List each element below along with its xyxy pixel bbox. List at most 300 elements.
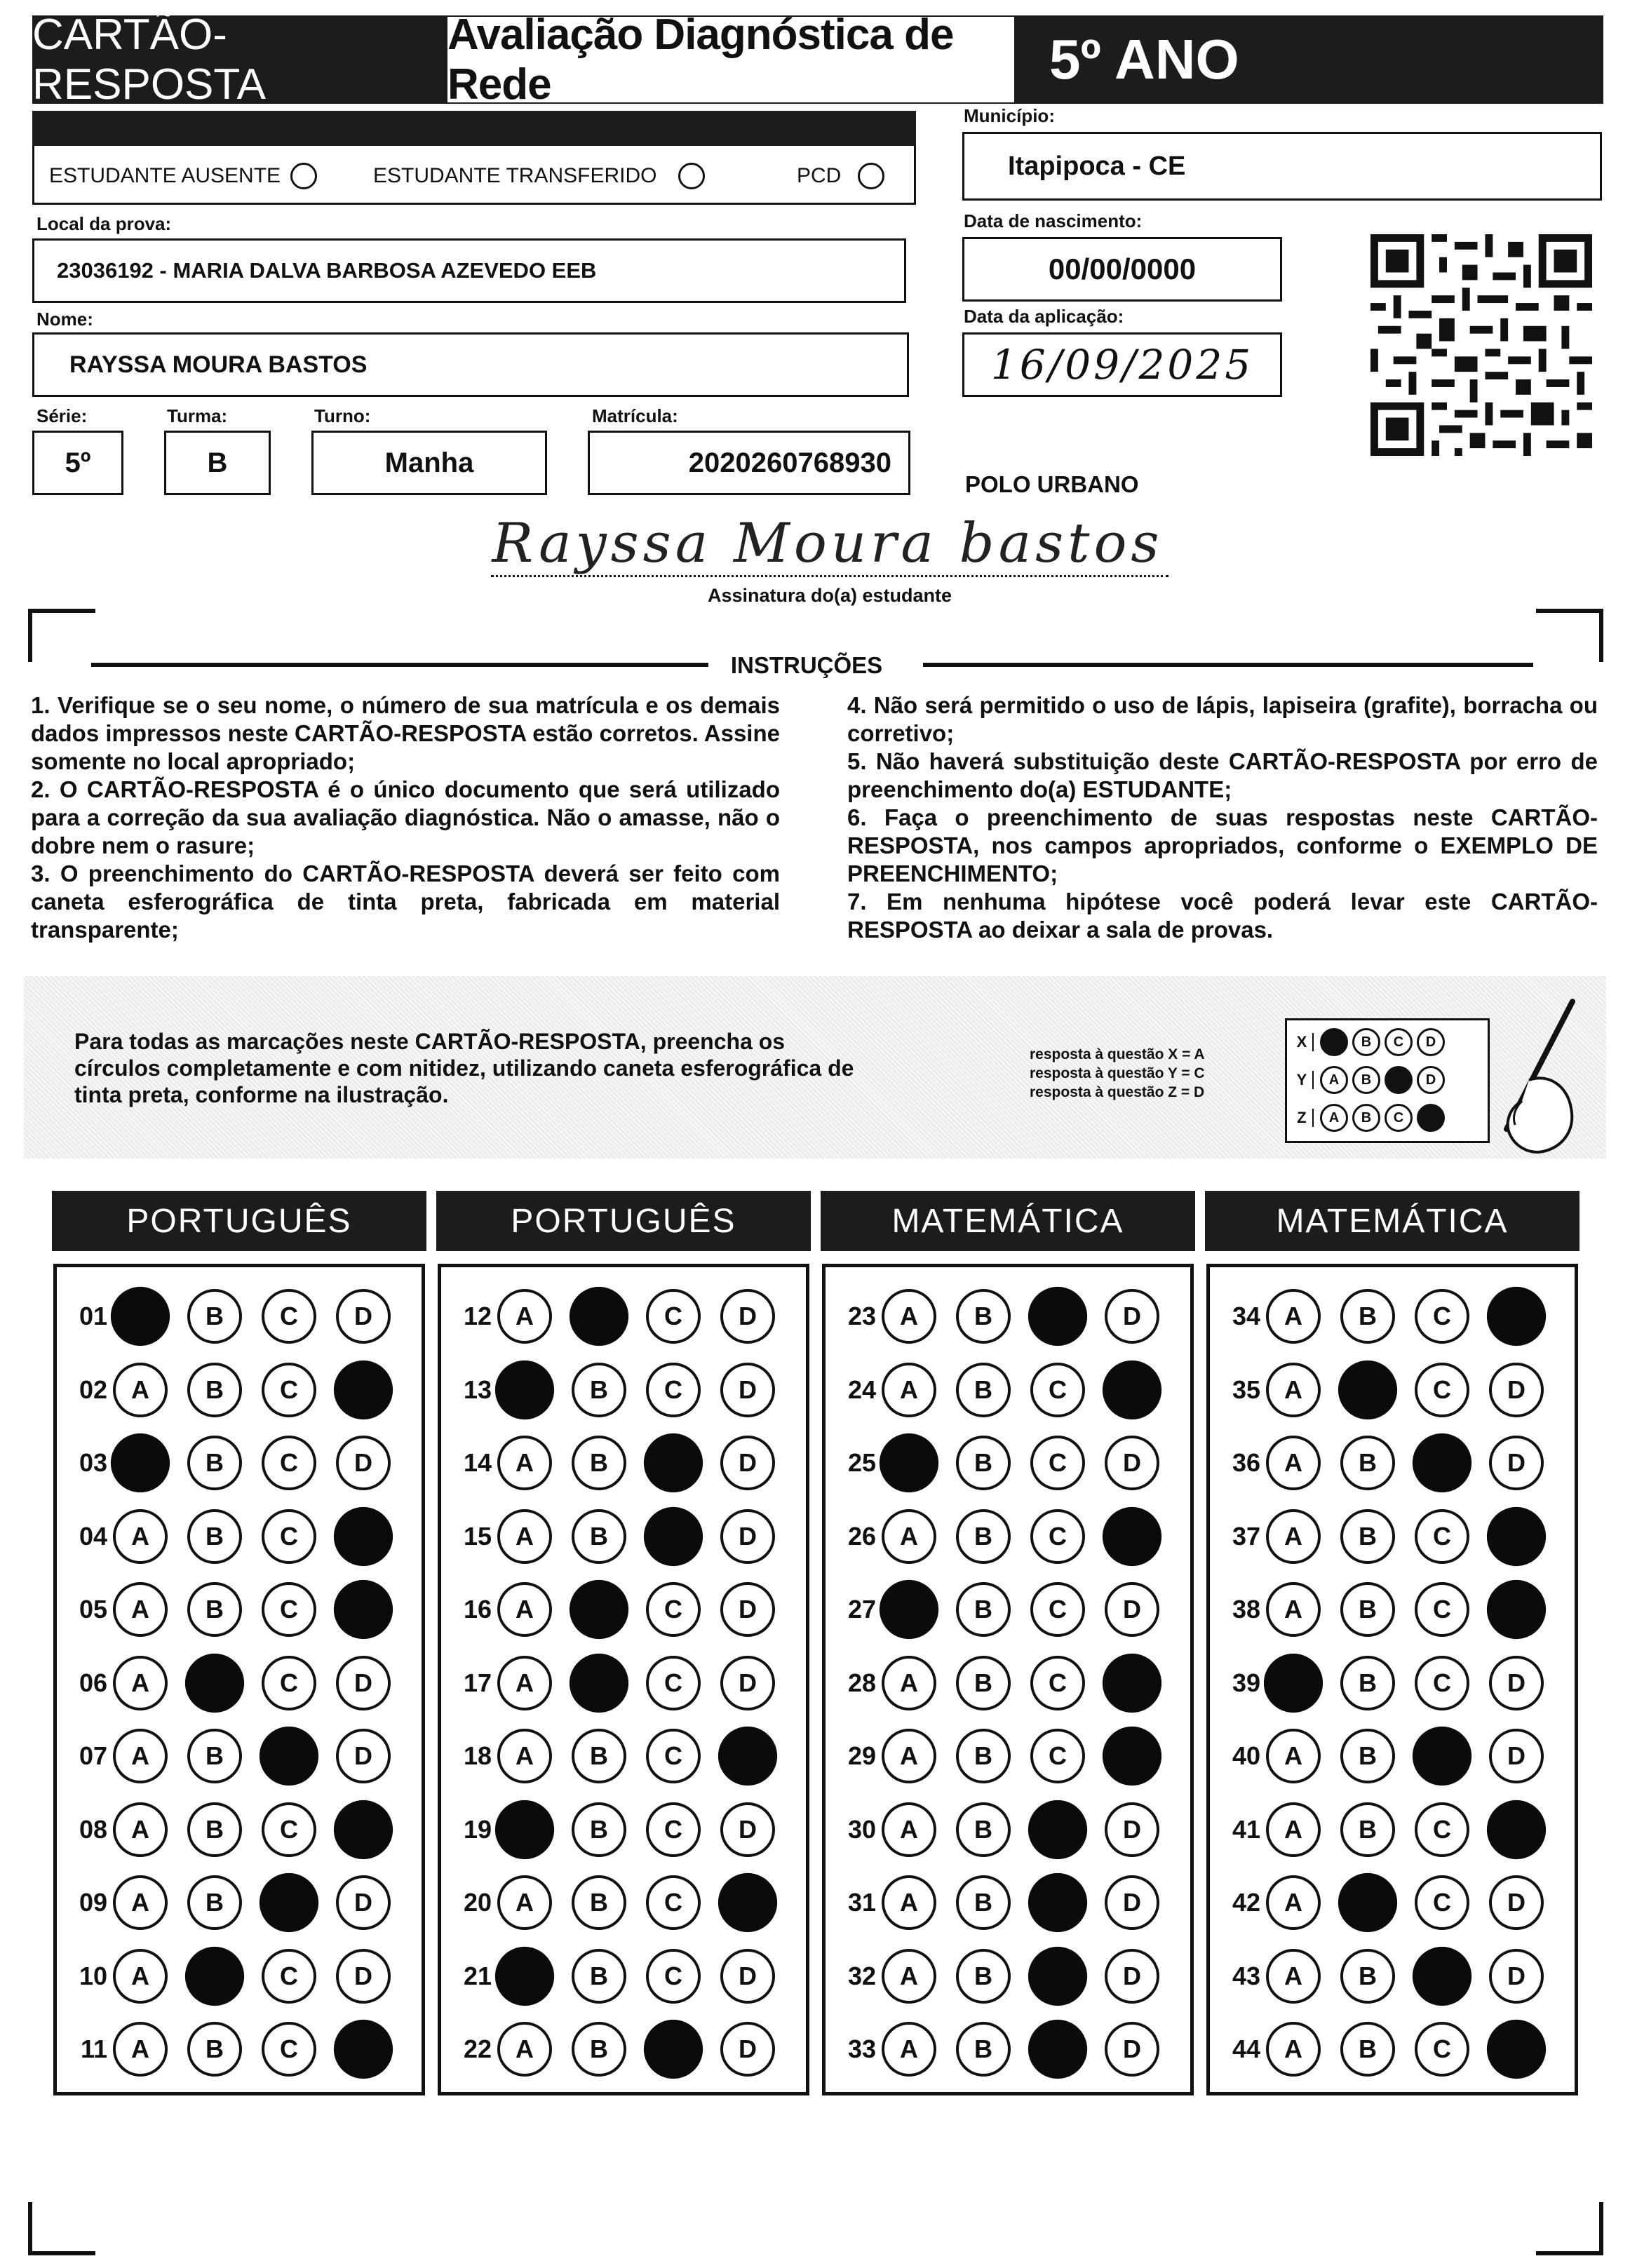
exam-title: Avaliação Diagnóstica de Rede [447, 17, 1014, 102]
question-number: 23 [847, 1302, 876, 1330]
answer-bubble-c[interactable]: C [1413, 1433, 1471, 1492]
serie-field [32, 431, 123, 495]
absent-circle[interactable] [290, 163, 317, 189]
answer-bubble-c[interactable]: C [1415, 1656, 1469, 1710]
answer-bubble-b[interactable]: B [1340, 1656, 1395, 1710]
question-row [834, 1288, 1179, 1344]
answer-bubble-b[interactable]: B [572, 1949, 626, 2004]
answer-bubble-d[interactable]: D [720, 1582, 775, 1637]
answer-bubble-c[interactable]: C [644, 1506, 703, 1565]
question-number: 38 [1232, 1595, 1260, 1624]
question-row [65, 1948, 410, 2004]
question-row [65, 1508, 410, 1565]
question-number: 39 [1232, 1668, 1260, 1697]
answer-bubble-d[interactable]: D [334, 1506, 393, 1565]
nascimento-field [962, 237, 1282, 302]
answer-bubble-d[interactable]: D [1105, 1289, 1159, 1344]
answer-bubble-c[interactable]: C [644, 2020, 703, 2079]
question-row [65, 1581, 410, 1638]
example-row-label: Z [1291, 1109, 1314, 1127]
example-row-label: X [1291, 1033, 1314, 1051]
status-transferred[interactable] [373, 163, 705, 189]
status-pcd[interactable] [797, 163, 884, 189]
answer-bubble-a[interactable]: A [113, 1802, 168, 1857]
answer-bubble-a[interactable]: A [113, 1363, 168, 1417]
pcd-circle[interactable] [858, 163, 884, 189]
answer-bubble-d[interactable]: D [336, 1875, 391, 1930]
answer-bubble-a[interactable]: A [497, 1656, 552, 1710]
instructions-left [31, 691, 780, 944]
example-bubble-d: D [1417, 1104, 1445, 1132]
example-bubble-b: B [1352, 1028, 1380, 1056]
question-row [450, 1435, 795, 1491]
answer-bubble-d[interactable]: D [1489, 1729, 1544, 1783]
answer-bubble-b[interactable]: B [956, 1802, 1011, 1857]
answer-bubble-c[interactable]: C [262, 1509, 316, 1564]
answer-bubble-b[interactable]: B [570, 1580, 628, 1639]
question-row [450, 1508, 795, 1565]
question-row [834, 2021, 1179, 2077]
answer-bubble-b[interactable]: B [185, 1653, 244, 1712]
signature-line [491, 575, 1168, 577]
answer-bubble-b[interactable]: B [572, 1875, 626, 1930]
matricula-label: Matrícula: [592, 405, 678, 426]
answer-bubble-d[interactable]: D [720, 1509, 775, 1564]
pen-hand-icon [1473, 996, 1578, 1157]
answer-bubble-c[interactable]: C [646, 1582, 701, 1637]
answer-bubble-d[interactable]: D [720, 1289, 775, 1344]
answer-bubble-a[interactable]: A [113, 1729, 168, 1783]
answer-bubble-a[interactable]: A [1266, 1289, 1321, 1344]
answer-bubble-d[interactable]: D [720, 1949, 775, 2004]
answer-bubble-b[interactable]: B [572, 1436, 626, 1490]
answer-bubble-b[interactable]: B [187, 1582, 242, 1637]
answer-bubble-a[interactable]: A [1266, 1582, 1321, 1637]
question-number: 43 [1232, 1961, 1260, 1990]
answer-bubble-c[interactable]: C [262, 1363, 316, 1417]
question-number: 16 [463, 1595, 492, 1624]
question-row [65, 1655, 410, 1711]
answer-bubble-a[interactable]: A [497, 1582, 552, 1637]
answer-bubble-b[interactable]: B [956, 2022, 1011, 2077]
question-number: 06 [79, 1668, 107, 1697]
answer-bubble-c[interactable]: C [1030, 1363, 1085, 1417]
answer-bubble-a[interactable]: A [882, 1949, 936, 2004]
answer-bubble-c[interactable]: C [260, 1873, 318, 1932]
local-value: 23036192 - MARIA DALVA BARBOSA AZEVEDO EEB [57, 258, 597, 283]
answer-bubble-a[interactable]: A [113, 1582, 168, 1637]
answer-bubble-b[interactable]: B [570, 1653, 628, 1712]
answer-bubble-c[interactable]: C [1030, 1509, 1085, 1564]
answer-bubble-a[interactable]: A [882, 1875, 936, 1930]
question-row [1218, 1581, 1563, 1638]
local-label: Local da prova: [36, 213, 172, 234]
answer-bubble-c[interactable]: C [1415, 1289, 1469, 1344]
answer-bubble-b[interactable]: B [187, 1729, 242, 1783]
answer-bubble-c[interactable]: C [262, 1582, 316, 1637]
corner-mark-bottom-right [1536, 2202, 1603, 2255]
answer-bubble-c[interactable]: C [262, 1436, 316, 1490]
instruction-2: 2. O CARTÃO-RESPOSTA é o único documento que será utilizado para a correção da sua avaliação diagnóstica. Não o amasse, não o dobre nem o rasure; [31, 776, 780, 858]
answer-bubble-a[interactable]: A [1264, 1653, 1323, 1712]
answer-bubble-d[interactable]: D [1105, 1875, 1159, 1930]
answer-bubble-b[interactable]: B [572, 1729, 626, 1783]
answer-bubble-d[interactable]: D [718, 1873, 777, 1932]
answer-bubble-a[interactable]: A [1266, 1949, 1321, 2004]
question-number: 21 [463, 1961, 492, 1990]
question-row [450, 1728, 795, 1784]
section-title: PORTUGUÊS [52, 1191, 426, 1251]
answer-bubble-c[interactable]: C [1030, 1582, 1085, 1637]
status-absent[interactable] [49, 163, 317, 189]
instruction-7: 7. Em nenhuma hipótese você poderá levar este CARTÃO-RESPOSTA ao deixar a sala de provas. [847, 889, 1598, 943]
answer-bubble-b[interactable]: B [1340, 1509, 1395, 1564]
answer-bubble-b[interactable]: B [570, 1287, 628, 1346]
status-bar-top [32, 111, 916, 147]
question-number: 36 [1232, 1448, 1260, 1477]
question-row [450, 2021, 795, 2077]
matricula-field [588, 431, 910, 495]
question-number: 05 [79, 1595, 107, 1624]
answer-bubble-c[interactable]: C [260, 1727, 318, 1786]
example-grid [1285, 1018, 1490, 1143]
question-number: 41 [1232, 1814, 1260, 1844]
transferred-circle[interactable] [678, 163, 705, 189]
answer-bubble-d[interactable]: D [1105, 2022, 1159, 2077]
answer-bubble-b[interactable]: B [1338, 1360, 1397, 1419]
question-number: 34 [1232, 1302, 1260, 1330]
answer-bubble-b[interactable]: B [956, 1289, 1011, 1344]
nome-value: RAYSSA MOURA BASTOS [69, 351, 368, 378]
answer-bubble-c[interactable]: C [262, 1802, 316, 1857]
section-title: MATEMÁTICA [1205, 1191, 1580, 1251]
answer-bubble-d[interactable]: D [1105, 1582, 1159, 1637]
instructions-rule-right [923, 663, 1533, 667]
example-row-x [1291, 1023, 1483, 1061]
question-row [834, 1948, 1179, 2004]
answer-bubble-d[interactable]: D [1103, 1727, 1161, 1786]
question-row [450, 1362, 795, 1418]
question-number: 35 [1232, 1375, 1260, 1404]
answer-bubble-d[interactable]: D [1487, 1580, 1546, 1639]
answer-bubble-d[interactable]: D [718, 1727, 777, 1786]
question-row [1218, 1508, 1563, 1565]
answer-bubble-d[interactable]: D [334, 1580, 393, 1639]
question-row [834, 1802, 1179, 1858]
answer-bubble-d[interactable]: D [1489, 1436, 1544, 1490]
question-number: 24 [847, 1375, 876, 1404]
answer-bubble-b[interactable]: B [572, 2022, 626, 2077]
answer-bubble-d[interactable]: D [334, 2020, 393, 2079]
answer-bubble-d[interactable]: D [1489, 1875, 1544, 1930]
answer-bubble-c[interactable]: C [644, 1433, 703, 1492]
answer-bubble-d[interactable]: D [1487, 1800, 1546, 1858]
answer-bubble-b[interactable]: B [572, 1363, 626, 1417]
answer-bubble-d[interactable]: D [336, 1729, 391, 1783]
question-number: 09 [79, 1888, 107, 1917]
answer-bubble-a[interactable]: A [113, 1949, 168, 2004]
section-title: MATEMÁTICA [821, 1191, 1195, 1251]
answer-bubble-a[interactable]: A [882, 1289, 936, 1344]
instruction-4: 4. Não será permitido o uso de lápis, lapiseira (grafite), borracha ou corretivo; [847, 692, 1598, 746]
answer-bubble-c[interactable]: C [1415, 1363, 1469, 1417]
question-number: 22 [463, 2034, 492, 2063]
polo-label: POLO URBANO [965, 471, 1139, 497]
answer-bubble-d[interactable]: D [1489, 1363, 1544, 1417]
question-row [1218, 2021, 1563, 2077]
example-legend-z: resposta à questão Z = D [1030, 1084, 1205, 1100]
question-row [834, 1655, 1179, 1711]
answer-bubble-d[interactable]: D [1105, 1436, 1159, 1490]
answer-bubble-b[interactable]: B [187, 1875, 242, 1930]
answer-bubble-b[interactable]: B [1338, 1873, 1397, 1932]
question-number: 31 [847, 1888, 876, 1917]
answer-bubble-d[interactable]: D [334, 1360, 393, 1419]
question-row [1218, 1728, 1563, 1784]
answer-bubble-d[interactable]: D [720, 1363, 775, 1417]
answer-bubble-b[interactable]: B [1340, 1289, 1395, 1344]
answer-bubble-a[interactable]: A [111, 1433, 170, 1492]
question-row [1218, 1362, 1563, 1418]
answer-bubble-b[interactable]: B [1340, 1582, 1395, 1637]
answer-bubble-d[interactable]: D [1489, 1656, 1544, 1710]
question-row [1218, 1948, 1563, 2004]
answer-bubble-d[interactable]: D [1105, 1802, 1159, 1857]
answer-bubble-b[interactable]: B [187, 1436, 242, 1490]
example-legend-x: resposta à questão X = A [1030, 1046, 1205, 1062]
question-number: 40 [1232, 1741, 1260, 1770]
answer-bubble-d[interactable]: D [1103, 1506, 1161, 1565]
answer-bubble-c[interactable]: C [1413, 1727, 1471, 1786]
question-number: 19 [463, 1814, 492, 1844]
matricula-value: 2020260768930 [688, 447, 891, 478]
answer-bubble-d[interactable]: D [336, 1289, 391, 1344]
answer-bubble-c[interactable]: C [646, 1875, 701, 1930]
answer-bubble-d[interactable]: D [336, 1436, 391, 1490]
question-row [834, 1362, 1179, 1418]
answer-bubble-d[interactable]: D [720, 1802, 775, 1857]
example-bubble-c: C [1385, 1028, 1413, 1056]
answer-bubble-a[interactable]: A [111, 1287, 170, 1346]
nome-label: Nome: [36, 309, 93, 330]
answer-bubble-c[interactable]: C [1028, 1873, 1087, 1932]
answer-bubble-b[interactable]: B [185, 1946, 244, 2005]
answer-bubble-b[interactable]: B [187, 1802, 242, 1857]
answer-bubble-a[interactable]: A [497, 1729, 552, 1783]
answer-bubble-a[interactable]: A [497, 1875, 552, 1930]
question-row [1218, 1875, 1563, 1931]
answer-bubble-a[interactable]: A [1266, 1363, 1321, 1417]
serie-value: 5º [65, 447, 91, 478]
answer-bubble-b[interactable]: B [1340, 1729, 1395, 1783]
question-number: 17 [463, 1668, 492, 1697]
question-number: 28 [847, 1668, 876, 1697]
question-number: 29 [847, 1741, 876, 1770]
answer-bubble-a[interactable]: A [113, 1509, 168, 1564]
question-number: 18 [463, 1741, 492, 1770]
answer-bubble-d[interactable]: D [1489, 1949, 1544, 2004]
answer-bubble-c[interactable]: C [1030, 1656, 1085, 1710]
instructions-rule-left [91, 663, 708, 667]
answer-panel [1206, 1264, 1578, 2095]
answer-bubble-b[interactable]: B [1340, 1949, 1395, 2004]
answer-bubble-b[interactable]: B [572, 1802, 626, 1857]
answer-bubble-c[interactable]: C [646, 1289, 701, 1344]
answer-bubble-c[interactable]: C [646, 1656, 701, 1710]
answer-bubble-a[interactable]: A [880, 1580, 938, 1639]
answer-bubble-a[interactable]: A [495, 1800, 554, 1858]
question-number: 13 [463, 1375, 492, 1404]
example-bubble-b: B [1352, 1104, 1380, 1132]
answer-bubble-c[interactable]: C [1415, 1802, 1469, 1857]
answer-bubble-b[interactable]: B [1340, 1436, 1395, 1490]
answer-bubble-a[interactable]: A [882, 1363, 936, 1417]
answer-bubble-a[interactable]: A [882, 1729, 936, 1783]
answer-bubble-b[interactable]: B [956, 1363, 1011, 1417]
example-bubble-a: A [1320, 1028, 1348, 1056]
answer-bubble-c[interactable]: C [1028, 1287, 1087, 1346]
example-row-label: Y [1291, 1071, 1314, 1089]
answer-bubble-b[interactable]: B [956, 1729, 1011, 1783]
corner-mark-bottom-left [28, 2202, 95, 2255]
answer-bubble-b[interactable]: B [956, 1509, 1011, 1564]
answer-bubble-b[interactable]: B [956, 1949, 1011, 2004]
answer-bubble-c[interactable]: C [646, 1729, 701, 1783]
turma-label: Turma: [167, 405, 228, 426]
answer-bubble-a[interactable]: A [880, 1433, 938, 1492]
answer-bubble-b[interactable]: B [956, 1436, 1011, 1490]
question-number: 03 [79, 1448, 107, 1477]
answer-bubble-b[interactable]: B [187, 1509, 242, 1564]
corner-mark-top-left [28, 609, 95, 662]
answer-bubble-c[interactable]: C [1415, 1875, 1469, 1930]
answer-bubble-d[interactable]: D [720, 2022, 775, 2077]
answer-bubble-a[interactable]: A [882, 1802, 936, 1857]
status-transferred-label: ESTUDANTE TRANSFERIDO [373, 164, 657, 187]
answer-bubble-a[interactable]: A [1266, 1436, 1321, 1490]
answer-bubble-a[interactable]: A [1266, 1875, 1321, 1930]
question-number: 01 [79, 1302, 107, 1330]
answer-bubble-b[interactable]: B [187, 1363, 242, 1417]
qr-code [1370, 234, 1592, 456]
answer-bubble-a[interactable]: A [1266, 1802, 1321, 1857]
signature-caption: Assinatura do(a) estudante [707, 585, 952, 606]
answer-bubble-c[interactable]: C [1028, 2020, 1087, 2079]
question-number: 11 [80, 2034, 107, 2063]
answer-bubble-c[interactable]: C [262, 1656, 316, 1710]
nascimento-value: 00/00/0000 [1048, 252, 1197, 285]
instruction-1: 1. Verifique se o seu nome, o número de sua matrícula e os demais dados impressos neste CARTÃO-RESPOSTA estão corretos. Assine somente no local apropriado; [31, 692, 780, 774]
question-number: 30 [847, 1814, 876, 1844]
answer-bubble-a[interactable]: A [497, 1436, 552, 1490]
answer-bubble-d[interactable]: D [1103, 1653, 1161, 1712]
turma-field [164, 431, 271, 495]
answer-bubble-c[interactable]: C [262, 2022, 316, 2077]
answer-bubble-d[interactable]: D [1487, 2020, 1546, 2079]
aplicacao-value: 16/09/2025 [990, 341, 1254, 389]
answer-bubble-d[interactable]: D [1103, 1360, 1161, 1419]
answer-bubble-d[interactable]: D [1487, 1287, 1546, 1346]
answer-bubble-a[interactable]: A [113, 1656, 168, 1710]
answer-bubble-a[interactable]: A [882, 2022, 936, 2077]
answer-bubble-b[interactable]: B [572, 1509, 626, 1564]
card-title: CARTÃO-RESPOSTA [32, 11, 267, 109]
answer-bubble-a[interactable]: A [113, 1875, 168, 1930]
answer-bubble-d[interactable]: D [1105, 1949, 1159, 2004]
instruction-3: 3. O preenchimento do CARTÃO-RESPOSTA deverá ser feito com caneta esferográfica de tinta preta, fabricada em material transparente; [31, 860, 780, 943]
question-row [65, 2021, 410, 2077]
answer-bubble-c[interactable]: C [262, 1949, 316, 2004]
answer-bubble-b[interactable]: B [956, 1656, 1011, 1710]
answer-bubble-d[interactable]: D [1487, 1506, 1546, 1565]
answer-bubble-b[interactable]: B [956, 1582, 1011, 1637]
answer-bubble-b[interactable]: B [1340, 1802, 1395, 1857]
answer-bubble-c[interactable]: C [1415, 2022, 1469, 2077]
answer-bubble-a[interactable]: A [497, 1289, 552, 1344]
answer-bubble-a[interactable]: A [1266, 2022, 1321, 2077]
question-number: 44 [1232, 2034, 1260, 2063]
answer-bubble-b[interactable]: B [1340, 2022, 1395, 2077]
answer-bubble-a[interactable]: A [1266, 1509, 1321, 1564]
answer-bubble-c[interactable]: C [646, 1363, 701, 1417]
answer-bubble-c[interactable]: C [1030, 1436, 1085, 1490]
answer-bubble-c[interactable]: C [1413, 1946, 1471, 2005]
answer-bubble-c[interactable]: C [1028, 1946, 1087, 2005]
answer-bubble-c[interactable]: C [646, 1949, 701, 2004]
aplicacao-field [962, 332, 1282, 397]
answer-bubble-a[interactable]: A [882, 1509, 936, 1564]
turno-value: Manha [384, 447, 474, 478]
answer-bubble-a[interactable]: A [882, 1656, 936, 1710]
question-number: 07 [79, 1741, 107, 1770]
answer-bubble-c[interactable]: C [1028, 1800, 1087, 1858]
answer-bubble-a[interactable]: A [497, 1509, 552, 1564]
question-number: 14 [463, 1448, 492, 1477]
answer-bubble-d[interactable]: D [720, 1656, 775, 1710]
answer-bubble-c[interactable]: C [1030, 1729, 1085, 1783]
answer-bubble-a[interactable]: A [1266, 1729, 1321, 1783]
question-number: 25 [847, 1448, 876, 1477]
example-bubble-a: A [1320, 1066, 1348, 1094]
municipio-label: Município: [964, 105, 1055, 126]
answer-bubble-c[interactable]: C [646, 1802, 701, 1857]
answer-bubble-d[interactable]: D [336, 1949, 391, 2004]
answer-bubble-b[interactable]: B [187, 2022, 242, 2077]
example-legend-y: resposta à questão Y = C [1030, 1065, 1205, 1081]
answer-bubble-a[interactable]: A [495, 1360, 554, 1419]
answer-bubble-c[interactable]: C [262, 1289, 316, 1344]
example-legend [1030, 1045, 1205, 1102]
answer-bubble-c[interactable]: C [1415, 1509, 1469, 1564]
answer-bubble-a[interactable]: A [113, 2022, 168, 2077]
answer-bubble-d[interactable]: D [336, 1656, 391, 1710]
turno-label: Turno: [314, 405, 371, 426]
answer-bubble-b[interactable]: B [956, 1875, 1011, 1930]
question-row [450, 1288, 795, 1344]
question-number: 02 [79, 1375, 107, 1404]
instruction-5: 5. Não haverá substituição deste CARTÃO-RESPOSTA por erro de preenchimento do(a) ESTUDANTE; [847, 748, 1598, 802]
status-absent-label: ESTUDANTE AUSENTE [49, 164, 281, 187]
answer-bubble-b[interactable]: B [187, 1289, 242, 1344]
answer-bubble-d[interactable]: D [334, 1800, 393, 1858]
answer-bubble-c[interactable]: C [1415, 1582, 1469, 1637]
serie-label: Série: [36, 405, 88, 426]
answer-bubble-a[interactable]: A [497, 2022, 552, 2077]
status-pcd-label: PCD [797, 164, 842, 187]
answer-bubble-d[interactable]: D [720, 1436, 775, 1490]
answer-bubble-a[interactable]: A [495, 1946, 554, 2005]
question-row [450, 1802, 795, 1858]
